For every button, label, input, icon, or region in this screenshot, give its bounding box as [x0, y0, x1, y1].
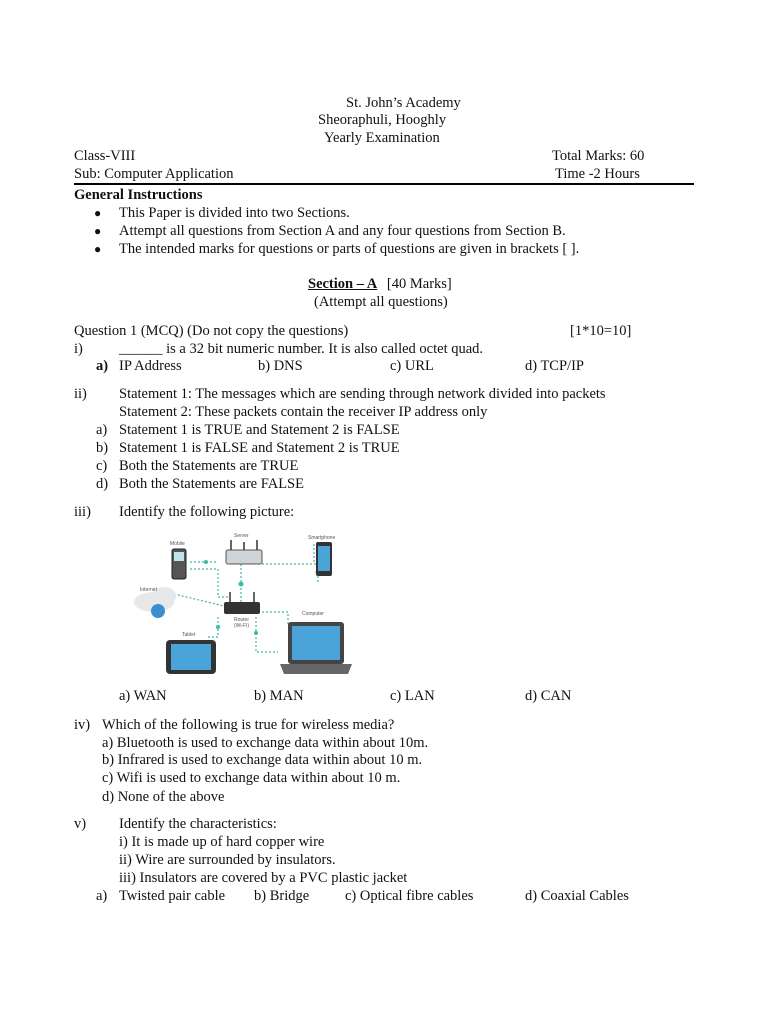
option-a: IP Address [119, 358, 182, 374]
diagram-label: Smartphone [308, 535, 336, 541]
option-d: d) Coaxial Cables [525, 888, 629, 904]
option-a: a) WAN [119, 688, 167, 704]
section-title: Section – A [308, 276, 378, 292]
instructions-title: General Instructions [74, 187, 203, 203]
section-note: (Attempt all questions) [314, 294, 448, 310]
option-text: Statement 1 is TRUE and Statement 2 is FALSE [119, 422, 400, 438]
option-text: b) Infrared is used to exchange data within about 10 m. [102, 752, 423, 768]
exam-title: Yearly Examination [324, 130, 440, 146]
option-d: d) TCP/IP [525, 358, 584, 374]
section-marks: [40 Marks] [386, 276, 452, 292]
q-text: Identify the characteristics: [119, 816, 277, 832]
diagram-label: (Wi-Fi) [234, 623, 249, 629]
diagram-label: Server [234, 533, 249, 539]
option-label: c) [96, 458, 108, 474]
option-text: c) Wifi is used to exchange data within about 10 m. [102, 770, 401, 786]
option-label: a) [96, 358, 109, 374]
lan-network-diagram [118, 527, 353, 682]
question-marks: [1*10=10] [570, 323, 632, 339]
option-b: b) DNS [258, 358, 303, 374]
option-a: Twisted pair cable [119, 888, 226, 904]
option-text: Statement 1 is FALSE and Statement 2 is TRUE [119, 440, 400, 456]
diagram-label: Internet [140, 587, 157, 593]
diagram-label: Router [234, 617, 250, 623]
instruction-item: This Paper is divided into two Sections. [119, 205, 350, 221]
bullet-icon: ● [94, 224, 102, 238]
q-number: i) [74, 341, 83, 357]
time-label: Time -2 Hours [555, 166, 640, 182]
q-number: v) [74, 816, 87, 832]
total-marks: Total Marks: 60 [552, 148, 645, 164]
instruction-item: The intended marks for questions or parts of questions are given in brackets [ ]. [119, 241, 580, 257]
section-heading [308, 276, 452, 293]
option-label: a) [96, 422, 108, 438]
option-d: d) CAN [525, 688, 572, 704]
statement-2: Statement 2: These packets contain the receiver IP address only [119, 404, 488, 420]
option-label: d) [96, 476, 109, 492]
option-c: c) URL [390, 358, 434, 374]
option-label: a) [96, 888, 108, 904]
option-c: c) Optical fibre cables [345, 888, 474, 904]
q-text: Which of the following is true for wireless media? [102, 717, 395, 733]
diagram-label: Tablet [182, 632, 196, 638]
q-text: Identify the following picture: [119, 504, 295, 520]
characteristic-line: iii) Insulators are covered by a PVC plastic jacket [119, 870, 408, 886]
question-title: Question 1 (MCQ) (Do not copy the questions) [74, 323, 349, 339]
instruction-item: Attempt all questions from Section A and any four questions from Section B. [119, 223, 566, 239]
bullet-icon: ● [94, 242, 102, 256]
option-text: d) None of the above [102, 789, 225, 805]
q-number: iii) [74, 504, 91, 520]
header-rule [74, 183, 694, 185]
diagram-label: Computer [302, 611, 324, 617]
option-c: c) LAN [390, 688, 435, 704]
option-b: b) MAN [254, 688, 304, 704]
characteristic-line: ii) Wire are surrounded by insulators. [119, 852, 336, 868]
statement-1: Statement 1: The messages which are sending through network divided into packets [119, 386, 606, 402]
q-number: ii) [74, 386, 87, 402]
q-number: iv) [74, 717, 91, 733]
school-place: Sheoraphuli, Hooghly [318, 112, 447, 128]
diagram-label: Mobile [170, 541, 185, 547]
option-text: a) Bluetooth is used to exchange data within about 10m. [102, 735, 429, 751]
q-text: ______ is a 32 bit numeric number. It is also called octet quad. [119, 341, 484, 357]
option-text: Both the Statements are FALSE [119, 476, 304, 492]
option-label: b) [96, 440, 109, 456]
option-b: b) Bridge [254, 888, 310, 904]
characteristic-line: i) It is made up of hard copper wire [119, 834, 325, 850]
class-label: Class-VIII [74, 148, 136, 164]
bullet-icon: ● [94, 206, 102, 220]
option-text: Both the Statements are TRUE [119, 458, 299, 474]
subject-label: Sub: Computer Application [74, 166, 234, 182]
school-name: St. John’s Academy [346, 95, 461, 111]
